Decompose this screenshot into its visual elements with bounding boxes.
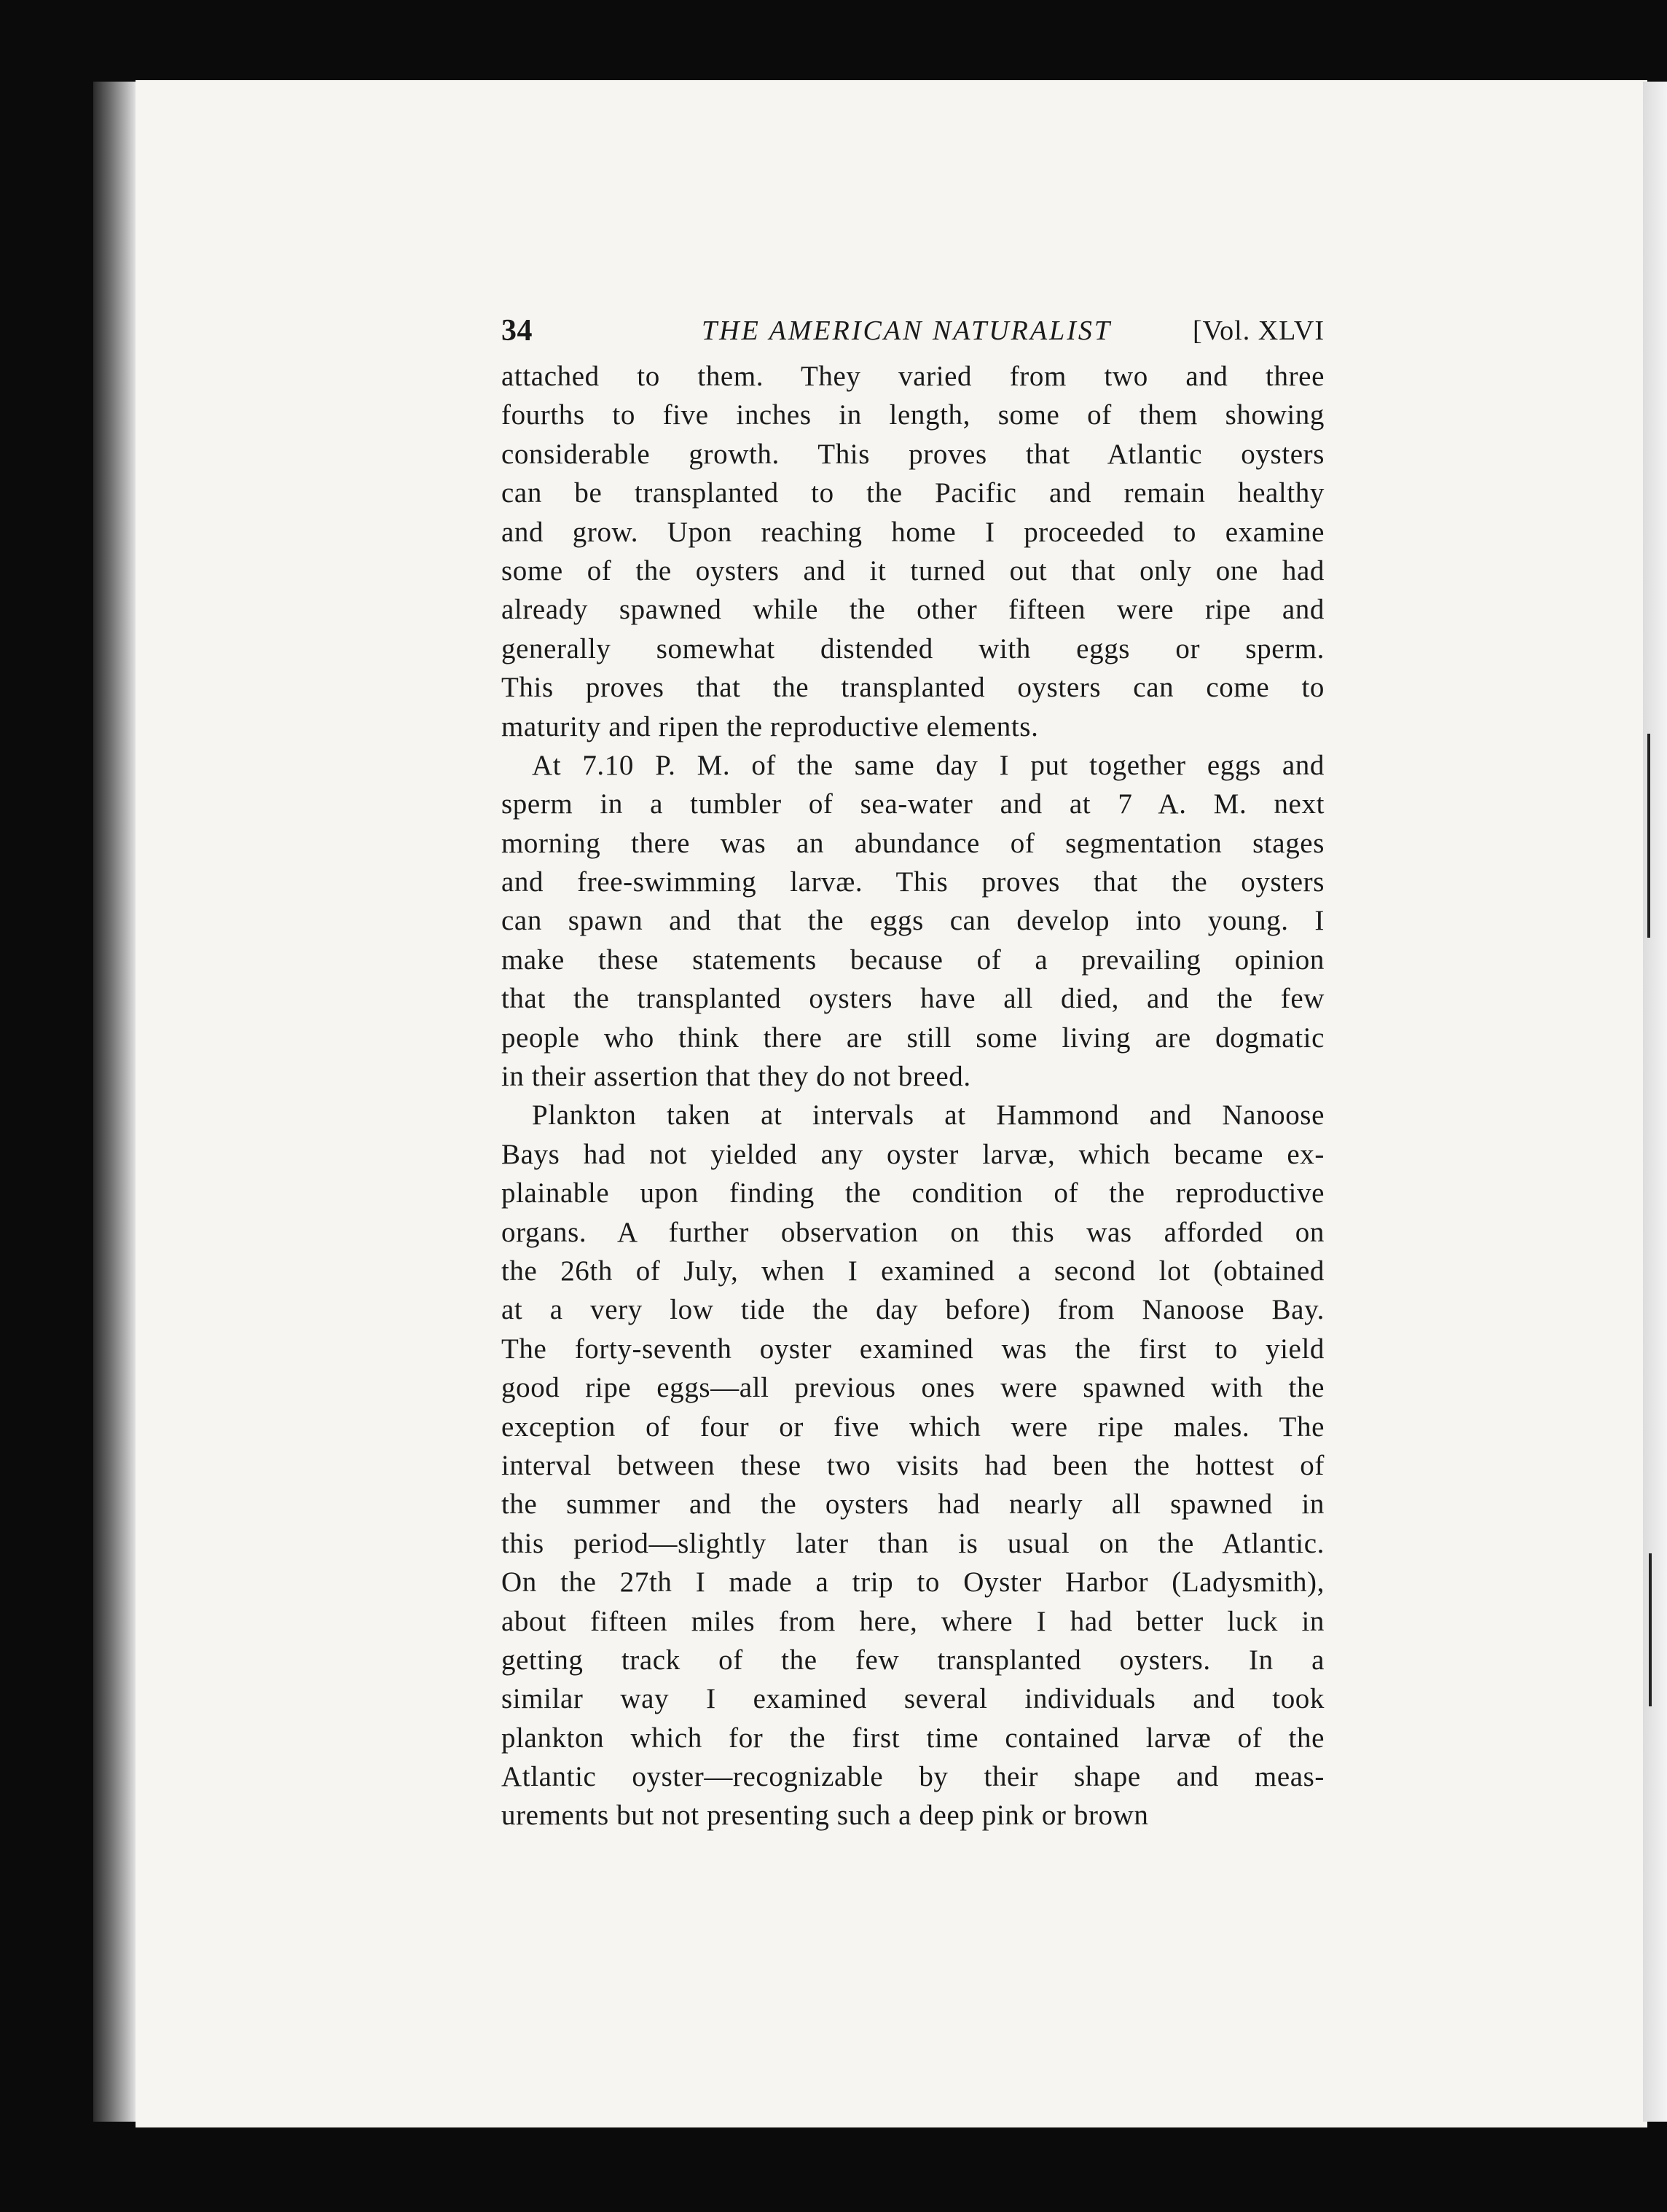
text-line: Atlantic oyster—recognizable by their shape and meas- xyxy=(501,1761,1325,1793)
text-line: and free-swimming larvæ. This proves that the oysters xyxy=(501,866,1325,898)
text-line: can spawn and that the eggs can develop into young. I xyxy=(501,905,1325,937)
page-text xyxy=(501,313,1325,1835)
text-line: interval between these two visits had been the hottest of xyxy=(501,1449,1325,1481)
text-line: plankton which for the first time contained larvæ of the xyxy=(501,1722,1325,1754)
text-line: already spawned while the other fifteen were ripe and xyxy=(501,594,1325,626)
text-line: some of the oysters and it turned out that only one had xyxy=(501,554,1325,587)
facing-page-mark xyxy=(1647,734,1650,938)
text-line: Bays had not yielded any oyster larvæ, which became ex- xyxy=(501,1138,1325,1170)
text-line: maturity and ripen the reproductive elements. xyxy=(501,710,1039,742)
text-line: fourths to five inches in length, some of them showing xyxy=(501,399,1325,431)
text-line: sperm in a tumbler of sea-water and at 7 A. M. next xyxy=(501,788,1325,820)
paragraph xyxy=(501,1096,1325,1835)
text-line: considerable growth. This proves that Atlantic oysters xyxy=(501,438,1325,470)
text-line: and grow. Upon reaching home I proceeded to examine xyxy=(501,516,1325,548)
text-line: This proves that the transplanted oysters can come to xyxy=(501,672,1325,704)
text-line: At 7.10 P. M. of the same day I put together eggs and xyxy=(532,749,1325,781)
text-line: plainable upon finding the condition of the reproductive xyxy=(501,1177,1325,1209)
body-text xyxy=(501,357,1325,1835)
running-head xyxy=(501,313,1325,357)
paragraph xyxy=(501,746,1325,1097)
text-line: getting track of the few transplanted oysters. In a xyxy=(501,1644,1325,1676)
journal-title: THE AMERICAN NATURALIST xyxy=(702,315,1113,346)
facing-page-mark xyxy=(1649,1553,1652,1706)
text-line: the 26th of July, when I examined a second lot (obtained xyxy=(501,1255,1325,1287)
text-line: On the 27th I made a trip to Oyster Harbor (Ladysmith), xyxy=(501,1566,1325,1599)
text-line: exception of four or five which were ripe males. The xyxy=(501,1411,1325,1443)
text-line: make these statements because of a prevailing opinion xyxy=(501,944,1325,976)
text-line: similar way I examined several individuals and took xyxy=(501,1683,1325,1715)
text-line: urements but not presenting such a deep pink or brown xyxy=(501,1800,1149,1832)
text-line: morning there was an abundance of segmentation stages xyxy=(501,827,1325,859)
page-number: 34 xyxy=(501,314,533,348)
text-line: Plankton taken at intervals at Hammond and Nanoose xyxy=(532,1099,1325,1132)
text-line: this period—slightly later than is usual on the Atlantic. xyxy=(501,1527,1325,1559)
text-line: The forty-seventh oyster examined was the first to yield xyxy=(501,1333,1325,1365)
text-line: about fifteen miles from here, where I had better luck in xyxy=(501,1605,1325,1637)
text-line: generally somewhat distended with eggs or sperm. xyxy=(501,632,1325,664)
text-line: in their assertion that they do not breed. xyxy=(501,1061,971,1093)
page-gutter-shadow xyxy=(93,82,137,2122)
paragraph xyxy=(501,357,1325,746)
text-line: the summer and the oysters had nearly all spawned in xyxy=(501,1489,1325,1521)
volume-label: [Vol. XLVI xyxy=(1192,315,1325,346)
facing-page-edge xyxy=(1643,82,1667,2122)
text-line: that the transplanted oysters have all died, and the few xyxy=(501,983,1325,1015)
text-line: attached to them. They varied from two and three xyxy=(501,361,1325,392)
text-line: organs. A further observation on this was afforded on xyxy=(501,1216,1325,1248)
text-line: can be transplanted to the Pacific and remain healthy xyxy=(501,477,1325,509)
text-line: good ripe eggs—all previous ones were spawned with the xyxy=(501,1372,1325,1404)
text-line: people who think there are still some living are dogmatic xyxy=(501,1021,1325,1054)
text-line: at a very low tide the day before) from Nanoose Bay. xyxy=(501,1294,1325,1326)
